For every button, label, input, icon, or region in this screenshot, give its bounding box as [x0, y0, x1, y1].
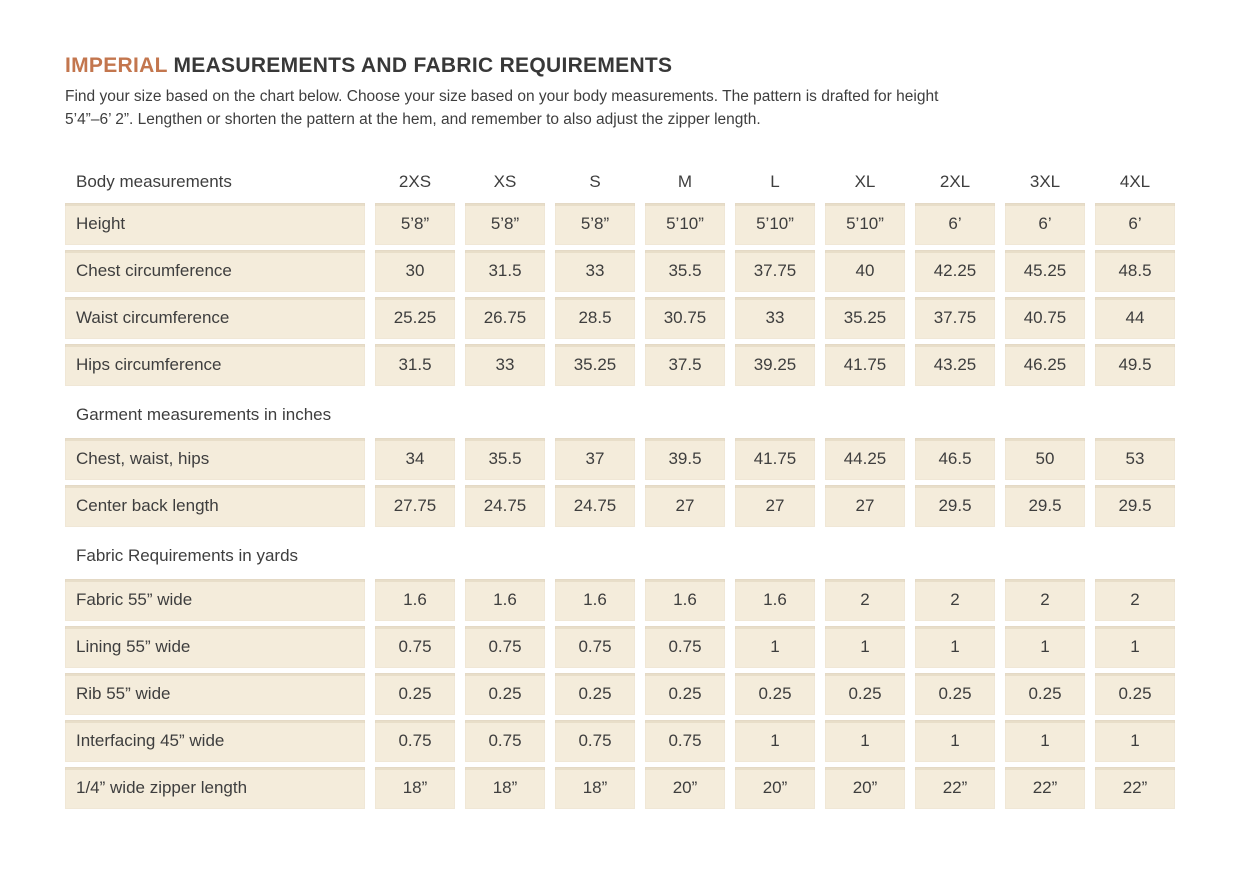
table-row — [65, 767, 1175, 809]
column-header-size-3xl: 3XL — [1029, 172, 1061, 191]
value-cell: 1 — [735, 720, 815, 762]
value-cell: 0.75 — [375, 720, 455, 762]
value-cell: 50 — [1005, 438, 1085, 480]
row-label: Chest, waist, hips — [65, 438, 365, 480]
value-cell: 5’8” — [555, 203, 635, 245]
value-cell: 49.5 — [1095, 344, 1175, 386]
value-cell: 0.75 — [375, 626, 455, 668]
value-cell: 35.25 — [555, 344, 635, 386]
value-cell: 1 — [1095, 720, 1175, 762]
page-title — [65, 54, 1175, 78]
value-cell: 29.5 — [1005, 485, 1085, 527]
value-cell: 0.75 — [465, 626, 545, 668]
row-label: Lining 55” wide — [65, 626, 365, 668]
value-cell: 0.75 — [555, 720, 635, 762]
value-cell: 1.6 — [555, 579, 635, 621]
value-cell: 29.5 — [1095, 485, 1175, 527]
value-cell: 28.5 — [555, 297, 635, 339]
table-row — [65, 673, 1175, 715]
value-cell: 46.25 — [1005, 344, 1085, 386]
value-cell: 1 — [825, 720, 905, 762]
value-cell: 27 — [825, 485, 905, 527]
value-cell: 45.25 — [1005, 250, 1085, 292]
value-cell: 44 — [1095, 297, 1175, 339]
value-cell: 2 — [1005, 579, 1085, 621]
column-header-size-4xl: 4XL — [1119, 172, 1151, 191]
value-cell: 29.5 — [915, 485, 995, 527]
value-cell: 33 — [555, 250, 635, 292]
value-cell: 24.75 — [465, 485, 545, 527]
value-cell: 26.75 — [465, 297, 545, 339]
value-cell: 5’10” — [645, 203, 725, 245]
value-cell: 30.75 — [645, 297, 725, 339]
row-label: Center back length — [65, 485, 365, 527]
value-cell: 43.25 — [915, 344, 995, 386]
table-header-row — [65, 161, 1175, 203]
value-cell: 22” — [1005, 767, 1085, 809]
value-cell: 1 — [825, 626, 905, 668]
table-row — [65, 626, 1175, 668]
value-cell: 18” — [555, 767, 635, 809]
table-row — [65, 250, 1175, 292]
column-header-body-measurements: Body measurements — [76, 172, 232, 191]
value-cell: 0.25 — [465, 673, 545, 715]
section-heading: Garment measurements in inches — [76, 404, 332, 424]
value-cell: 18” — [465, 767, 545, 809]
table-row — [65, 203, 1175, 245]
table-row — [65, 297, 1175, 339]
value-cell: 20” — [735, 767, 815, 809]
row-label: 1/4” wide zipper length — [65, 767, 365, 809]
value-cell: 0.25 — [1095, 673, 1175, 715]
value-cell: 53 — [1095, 438, 1175, 480]
value-cell: 46.5 — [915, 438, 995, 480]
value-cell: 0.25 — [375, 673, 455, 715]
value-cell: 35.25 — [825, 297, 905, 339]
value-cell: 6’ — [1095, 203, 1175, 245]
value-cell: 6’ — [915, 203, 995, 245]
value-cell: 42.25 — [915, 250, 995, 292]
value-cell: 0.25 — [1005, 673, 1085, 715]
table-row — [65, 344, 1175, 386]
value-cell: 27.75 — [375, 485, 455, 527]
value-cell: 1 — [1005, 626, 1085, 668]
table-row — [65, 485, 1175, 527]
value-cell: 18” — [375, 767, 455, 809]
value-cell: 33 — [465, 344, 545, 386]
value-cell: 5’10” — [825, 203, 905, 245]
value-cell: 0.75 — [645, 626, 725, 668]
row-label: Interfacing 45” wide — [65, 720, 365, 762]
value-cell: 34 — [375, 438, 455, 480]
value-cell: 37.75 — [735, 250, 815, 292]
value-cell: 1 — [735, 626, 815, 668]
value-cell: 2 — [1095, 579, 1175, 621]
value-cell: 5’8” — [375, 203, 455, 245]
value-cell: 0.25 — [645, 673, 725, 715]
value-cell: 27 — [735, 485, 815, 527]
table-row — [65, 579, 1175, 621]
intro-line-1: Find your size based on the chart below. Choose your size based on your body measurements. The pattern is drafted for height — [65, 88, 939, 105]
value-cell: 5’8” — [465, 203, 545, 245]
value-cell: 1 — [915, 720, 995, 762]
value-cell: 35.5 — [465, 438, 545, 480]
value-cell: 2 — [915, 579, 995, 621]
intro-line-2: 5’4”–6’ 2”. Lengthen or shorten the pattern at the hem, and remember to also adjust the zipper length. — [65, 111, 761, 128]
value-cell: 0.25 — [735, 673, 815, 715]
value-cell: 25.25 — [375, 297, 455, 339]
value-cell: 44.25 — [825, 438, 905, 480]
value-cell: 22” — [1095, 767, 1175, 809]
row-label: Waist circumference — [65, 297, 365, 339]
value-cell: 1 — [1005, 720, 1085, 762]
value-cell: 1.6 — [375, 579, 455, 621]
value-cell: 41.75 — [825, 344, 905, 386]
value-cell: 0.25 — [555, 673, 635, 715]
row-label: Hips circumference — [65, 344, 365, 386]
intro-text — [65, 85, 1175, 131]
row-label: Chest circumference — [65, 250, 365, 292]
value-cell: 31.5 — [375, 344, 455, 386]
value-cell: 0.75 — [465, 720, 545, 762]
value-cell: 20” — [825, 767, 905, 809]
value-cell: 37.75 — [915, 297, 995, 339]
value-cell: 39.25 — [735, 344, 815, 386]
column-header-size-m: M — [677, 172, 693, 191]
row-label: Height — [65, 203, 365, 245]
value-cell: 22” — [915, 767, 995, 809]
value-cell: 1.6 — [735, 579, 815, 621]
value-cell: 1 — [915, 626, 995, 668]
column-header-size-xs: XS — [493, 172, 517, 191]
value-cell: 6’ — [1005, 203, 1085, 245]
value-cell: 39.5 — [645, 438, 725, 480]
column-header-size-l: L — [770, 172, 780, 191]
value-cell: 30 — [375, 250, 455, 292]
row-label: Fabric 55” wide — [65, 579, 365, 621]
value-cell: 5’10” — [735, 203, 815, 245]
column-header-size-xl: XL — [854, 172, 876, 191]
value-cell: 41.75 — [735, 438, 815, 480]
value-cell: 24.75 — [555, 485, 635, 527]
table-row — [65, 720, 1175, 762]
value-cell: 2 — [825, 579, 905, 621]
value-cell: 37.5 — [645, 344, 725, 386]
column-header-size-s: S — [589, 172, 601, 191]
value-cell: 27 — [645, 485, 725, 527]
value-cell: 1.6 — [465, 579, 545, 621]
title-accent: IMPERIAL — [65, 54, 168, 77]
value-cell: 33 — [735, 297, 815, 339]
value-cell: 40 — [825, 250, 905, 292]
value-cell: 35.5 — [645, 250, 725, 292]
value-cell: 0.25 — [915, 673, 995, 715]
value-cell: 31.5 — [465, 250, 545, 292]
column-header-size-2xs: 2XS — [398, 172, 432, 191]
title-rest: MEASUREMENTS AND FABRIC REQUIREMENTS — [167, 54, 673, 77]
value-cell: 37 — [555, 438, 635, 480]
size-chart-table — [65, 161, 1175, 809]
value-cell: 20” — [645, 767, 725, 809]
value-cell: 48.5 — [1095, 250, 1175, 292]
value-cell: 1 — [1095, 626, 1175, 668]
column-header-size-2xl: 2XL — [939, 172, 971, 191]
table-row — [65, 438, 1175, 480]
section-heading: Fabric Requirements in yards — [76, 545, 299, 565]
row-label: Rib 55” wide — [65, 673, 365, 715]
value-cell: 0.75 — [555, 626, 635, 668]
value-cell: 0.25 — [825, 673, 905, 715]
value-cell: 40.75 — [1005, 297, 1085, 339]
value-cell: 1.6 — [645, 579, 725, 621]
value-cell: 0.75 — [645, 720, 725, 762]
